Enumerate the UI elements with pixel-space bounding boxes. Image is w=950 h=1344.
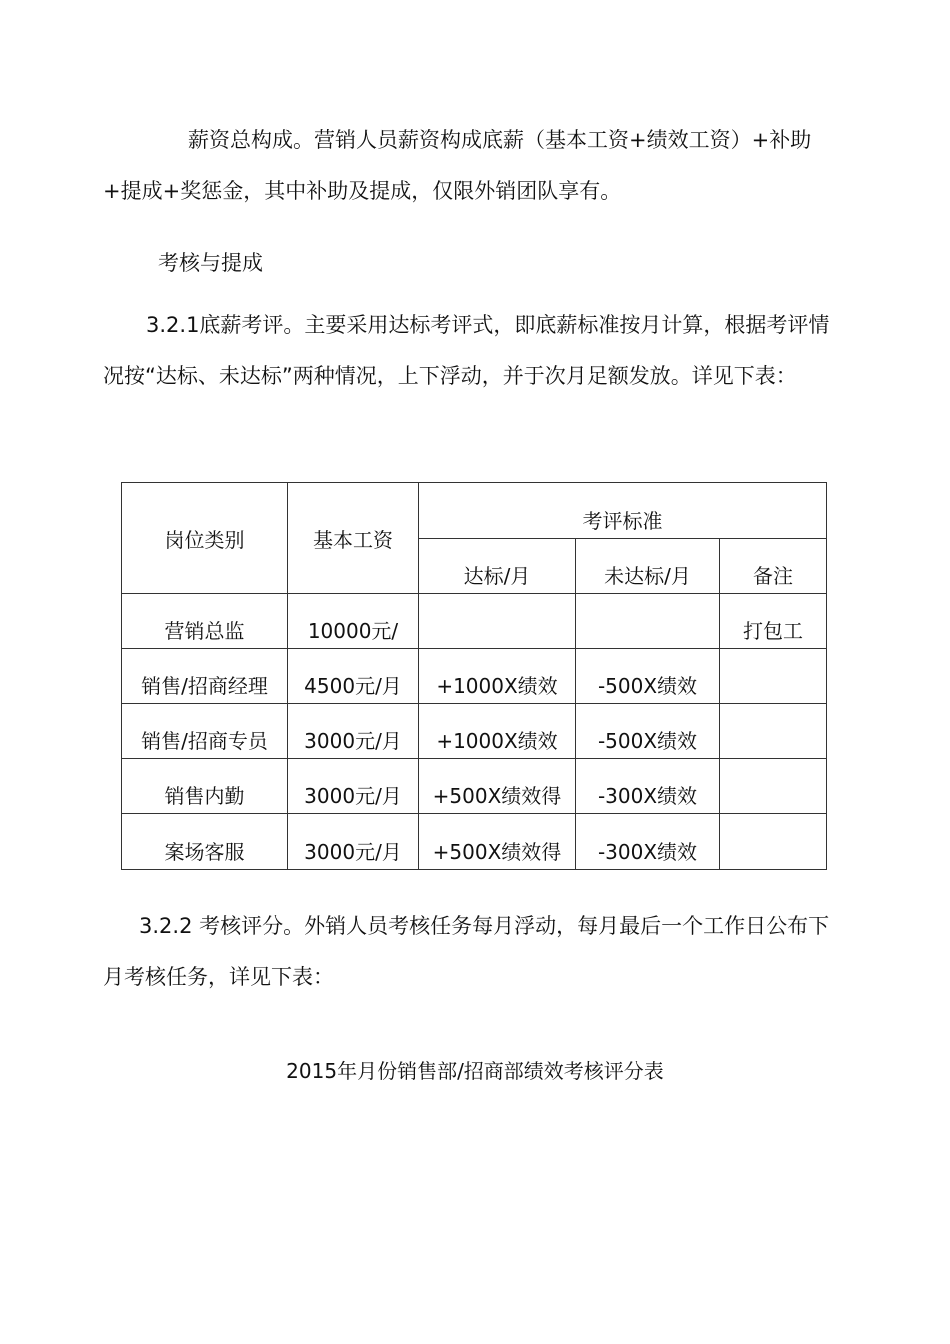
header-pass: 达标/月 <box>419 539 576 594</box>
section-heading: 考核与提成 <box>158 251 263 275</box>
header-fail: 未达标/月 <box>576 539 720 594</box>
cell-note <box>720 704 827 759</box>
cell-note <box>720 649 827 704</box>
table-caption: 2015年月份销售部/招商部绩效考核评分表 <box>286 1059 664 1083</box>
cell-pass: +500X绩效得 <box>419 814 576 870</box>
cell-position: 销售/招商专员 <box>122 704 288 759</box>
cell-position: 营销总监 <box>122 594 288 649</box>
cell-note <box>720 814 827 870</box>
cell-pass: +500X绩效得 <box>419 759 576 814</box>
cell-base: 3000元/月 <box>288 814 419 870</box>
cell-fail: -500X绩效 <box>576 704 720 759</box>
cell-pass: +1000X绩效 <box>419 649 576 704</box>
performance-scoring-paragraph: 3.2.2 考核评分。外销人员考核任务每月浮动，每月最后一个工作日公布下月考核任务，详见下表： <box>103 914 830 989</box>
salary-standard-table <box>121 482 827 870</box>
cell-position: 案场客服 <box>122 814 288 870</box>
table-header-row <box>122 483 827 539</box>
cell-pass <box>419 594 576 649</box>
cell-fail: -300X绩效 <box>576 759 720 814</box>
cell-fail <box>576 594 720 649</box>
header-position: 岗位类别 <box>122 483 288 594</box>
table-row <box>122 704 827 759</box>
cell-position: 销售/招商经理 <box>122 649 288 704</box>
cell-base: 3000元/月 <box>288 704 419 759</box>
cell-fail: -300X绩效 <box>576 814 720 870</box>
cell-note: 打包工 <box>720 594 827 649</box>
cell-base: 3000元/月 <box>288 759 419 814</box>
header-note: 备注 <box>720 539 827 594</box>
header-criteria: 考评标准 <box>419 483 827 539</box>
cell-base: 10000元/ <box>288 594 419 649</box>
header-base-salary: 基本工资 <box>288 483 419 594</box>
cell-position: 销售内勤 <box>122 759 288 814</box>
table-row <box>122 814 827 870</box>
table-row <box>122 759 827 814</box>
table-row <box>122 649 827 704</box>
cell-note <box>720 759 827 814</box>
base-salary-evaluation-paragraph: 3.2.1底薪考评。主要采用达标考评式，即底薪标准按月计算，根据考评情况按“达标、未达标”两种情况，上下浮动，并于次月足额发放。详见下表： <box>103 313 830 388</box>
cell-base: 4500元/月 <box>288 649 419 704</box>
salary-composition-paragraph: 薪资总构成。营销人员薪资构成底薪（基本工资+绩效工资）+补助+提成+奖惩金，其中补助及提成，仅限外销团队享有。 <box>103 128 812 203</box>
cell-pass: +1000X绩效 <box>419 704 576 759</box>
table-row <box>122 594 827 649</box>
cell-fail: -500X绩效 <box>576 649 720 704</box>
